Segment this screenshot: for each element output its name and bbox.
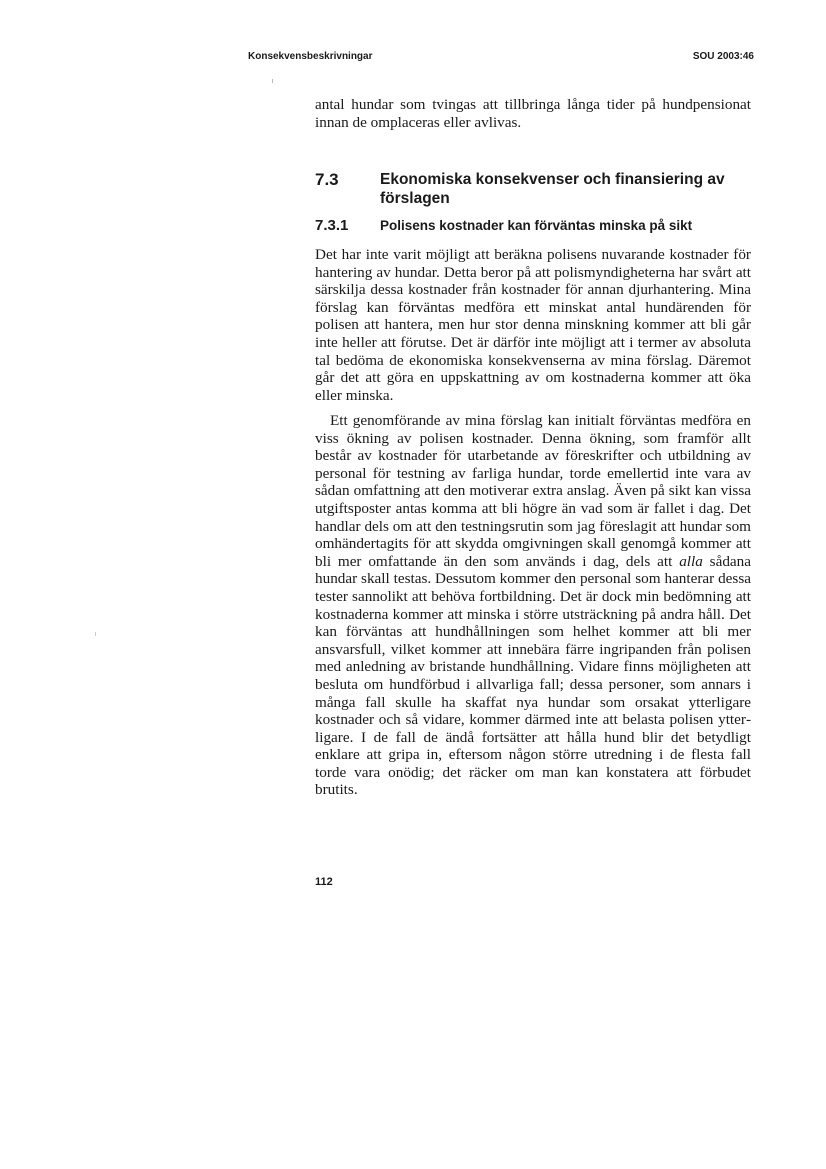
subsection-title: Polisens kostnader kan förväntas minska på sikt — [380, 218, 693, 233]
section-number: 7.3 — [315, 170, 339, 189]
header-document-id: SOU 2003:46 — [692, 51, 754, 62]
scan-speck — [272, 79, 273, 83]
running-header — [248, 50, 754, 64]
subsection-number: 7.3.1 — [315, 217, 349, 234]
paragraph-text: sådana hundar skall testas. Dessutom kommer den personal som hanterar dessa tester sannolikt att behöva fortbildning. Det är dock min bedömning att kostnaderna kommer att minska i större utsträckning på andra håll. Det kan förväntas att hundhållningen som helhet kommer att bli mer ansvarsfull, vilket kommer att innebära färre ingripanden från polisen med anledning av bristande hundhållning. Vidare finns möjligheten att besluta om hundförbud i allvarliga fall; dessa personer, som annars i många fall skulle ha skaffat nya hundar som orsakat ytterligare kostnader och så vidare, kommer därmed inte att belasta polisen ytterligare. I de fall de ändå fortsätter att hålla hund blir det betydligt enklare att gripa in, eftersom någon större utredning i de flesta fall torde vara onödig; det räcker om man kan konstatera att förbudet brutits. — [315, 552, 751, 799]
subsection-heading — [315, 217, 751, 235]
scan-speck — [95, 632, 96, 636]
header-chapter-title: Konsekvensbeskrivningar — [248, 51, 373, 62]
body-paragraph — [315, 412, 751, 799]
paragraph-text: Ett genomförande av mina förslag kan initialt förväntas medföra en viss ökning av polisen kostnader. Denna ökning, som framför allt består av kostnader för utarbetande av föreskrifter och utbildning av personal för testning av farliga hundar, torde emellertid inte vara av sådan omfattning att den motiverar extra anslag. Även på sikt kan vissa utgiftsposter antas komma att bli högre än vad som är fallet i dag. Det handlar dels om att den testningsrutin som jag föreslagit att hundar som omhändertagits för att skydda omgivningen skall genomgå kommer att bli mer omfattande än den som används i dag, dels att — [315, 412, 751, 570]
section-heading — [315, 170, 751, 208]
section-title: Ekonomiska konsekvenser och finansiering av förslagen — [380, 171, 725, 207]
intro-paragraph: antal hundar som tvingas att tillbringa långa tider på hundpensionat innan de omplaceras eller avlivas. — [315, 96, 751, 131]
body-paragraph: Det har inte varit möjligt att beräkna polisens nuvarande kostnader för hantering av hundar. Detta beror på att polismyndigheterna har svårt att särskilja dessa kostnader från kostnader för annan djurhantering. Mina förslag kan förväntas medföra ett minskat antal hundärenden för polisen att hantera, men hur stor denna minskning kommer att bli går inte heller att förutse. Det är därför inte möjligt att i termer av absoluta tal bedöma de ekonomiska konsekvenserna av mina förslag. Däremot går det att göra en uppskattning av om kostnaderna kommer att öka eller minska. — [315, 246, 751, 404]
page-number: 112 — [315, 876, 333, 888]
emphasized-word: alla — [679, 552, 703, 570]
